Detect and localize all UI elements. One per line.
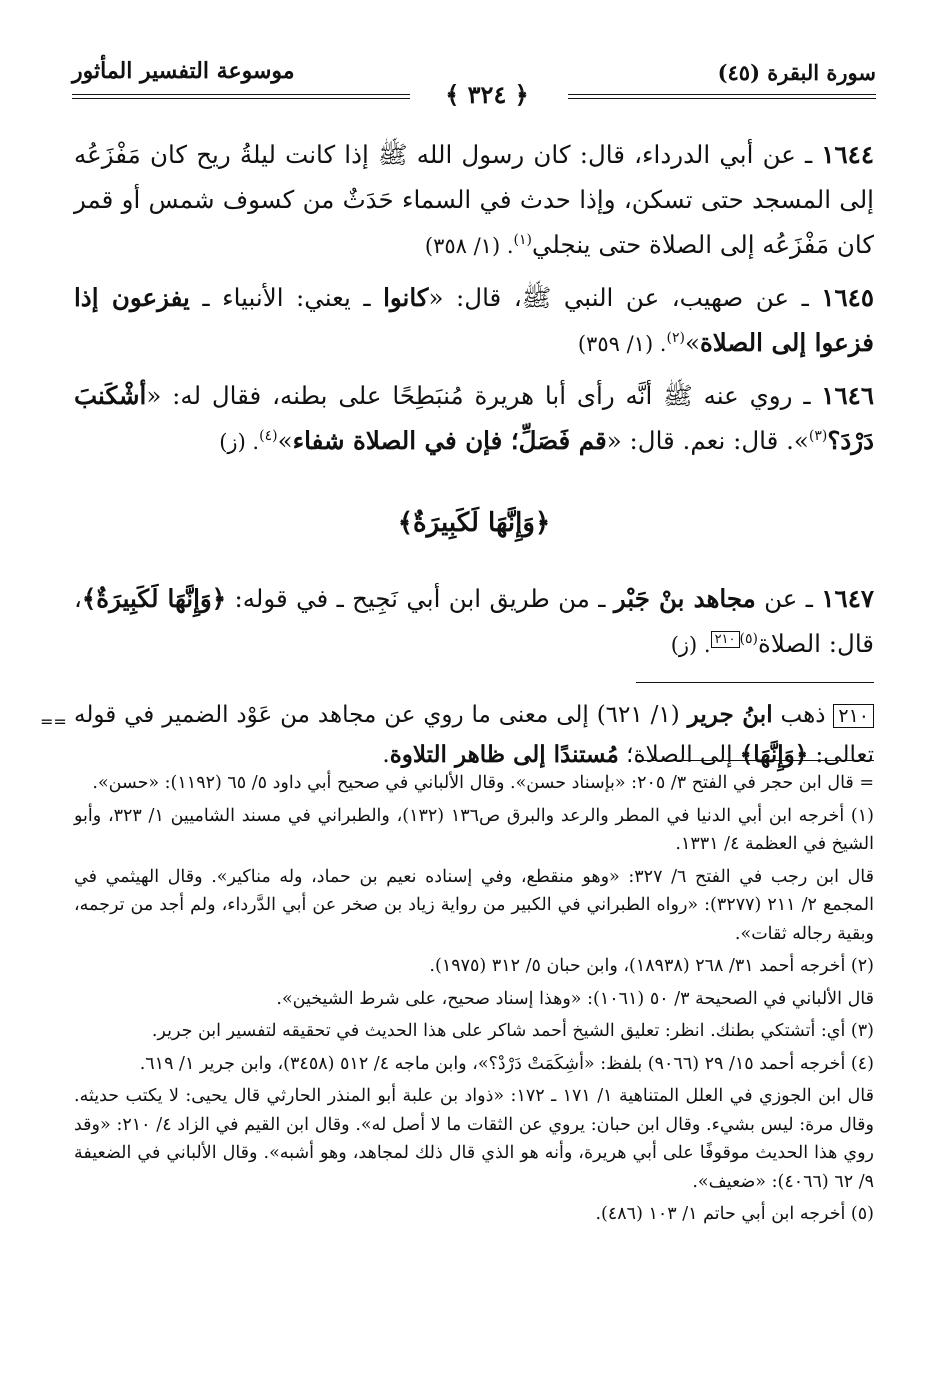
footnotes-divider xyxy=(636,760,874,761)
footnotes xyxy=(74,760,874,1233)
footnote: (١) أخرجه ابن أبي الدنيا في المطر والرعد والبرق ص١٣٦ (١٣٢)، والطبراني في مسند الشاميين ١/ ٣٢٣، وأبو الشيخ في العظمة ٤/ ١٣٣١. xyxy=(74,805,874,854)
page-header xyxy=(72,52,876,112)
hadith-1646 xyxy=(74,373,874,465)
volume-reference: . (ز) xyxy=(670,633,711,657)
footnote: = قال ابن حجر في الفتح ٣/ ٢٠٥: «بإسناد حسن». وقال الألباني في صحيح أبي داود ٥/ ٦٥ (١١٩٢): «حسن». xyxy=(92,773,874,793)
scholar-name: ابنُ جرير xyxy=(687,701,773,728)
hadith-quote: أشْكَنبَ دَرْدَ؟ xyxy=(74,381,874,455)
hadith-text: » xyxy=(277,426,293,455)
commentary-marker[interactable]: ٢١٠ xyxy=(711,631,740,648)
volume-reference: . (١/ ٣٥٨) xyxy=(424,234,514,258)
page-number: ﴿ ٣٢٤ ﴾ xyxy=(445,80,529,109)
surah-header: سورة البقرة (٤٥) xyxy=(717,60,876,85)
hadith-quote: كانوا xyxy=(383,283,429,312)
volume-reference: . (ز) xyxy=(219,430,260,454)
hadith-number: ١٦٤٦ xyxy=(821,381,874,410)
hadith-text: ـ عن أبي الدرداء، قال: كان رسول الله ﷺ إذا كانت ليلةُ ريح كان مَفْزَعُه إلى المسجد حتى تسكن، وإذا حدث في السماء حَدَثٌ من كسوف شمس أو قمر كان مَفْزَعُه إلى الصلاة حتى ينجلي xyxy=(74,140,874,259)
commentary-text: إلى الصلاة؛ xyxy=(618,742,740,768)
hadith-text: » xyxy=(684,328,700,357)
book-title: موسوعة التفسير المأثور xyxy=(72,58,295,84)
hadith-text: ، قال: الصلاة xyxy=(74,584,874,658)
commentary-text: (١/ ٦٢١) إلى معنى ما روي عن مجاهد من عَوْد الضمير في قوله تعالى: xyxy=(74,702,874,768)
footnote: (٥) أخرجه ابن أبي حاتم ١/ ١٠٣ (٤٨٦). xyxy=(595,1204,874,1224)
footnote: قال ابن رجب في الفتح ٦/ ٣٢٧: «وهو منقطع، وفي إسناده نعيم بن حماد، وله مناكير». وقال الهيثمي في المجمع ٢/ ٢١١ (٣٢٧٧): «رواه الطبراني في الكبير من رواية زياد بن صخر عن أبي الدَّرداء، ولم أجد من ترجمه، وبقية رجاله ثقات». xyxy=(74,866,875,944)
commentary-number: ٢١٠ xyxy=(833,704,874,728)
hadith-text: ـ عن xyxy=(755,584,822,613)
commentary-divider xyxy=(636,682,874,683)
hadith-number: ١٦٤٧ xyxy=(821,584,875,613)
hadith-text: ـ روي عنه ﷺ أنَّه رأى أبا هريرة مُنبَطِحًا على بطنه، فقال له: « xyxy=(146,381,822,410)
volume-reference: . (١/ ٣٥٩) xyxy=(577,332,667,356)
hadith-quote: يفزعون إذا فزعوا إلى الصلاة xyxy=(74,283,874,357)
hadith-number: ١٦٤٥ xyxy=(821,283,874,312)
verse-heading: ﴿وَإِنَّهَا لَكَبِيرَةٌ﴾ xyxy=(397,508,551,538)
hadith-text: ـ عن صهيب، عن النبي ﷺ، قال: « xyxy=(428,283,822,312)
verse-quote: ﴿وَإِنَّهَا﴾ xyxy=(739,741,809,768)
hadith-text: ـ من طريق ابن أبي نَجِيح ـ في قوله: xyxy=(226,584,614,613)
commentary-emphasis: مُستندًا إلى ظاهر التلاوة xyxy=(389,741,619,768)
footnote: قال ابن الجوزي في العلل المتناهية ١/ ١٧١ ـ ١٧٢: «ذواد بن علبة أبو المنذر الحارثي قال يحيى: لا يكتب حديثه. وقال مرة: ليس بشيء. وقال ابن حبان: يروي عن الثقات ما لا أصل له». وقال ابن القيم في الزاد ٤/ ٢١٠: «وقد روي هذا الحديث موقوفًا على أبي هريرة، وأنه هو الذي قال ذلك لمجاهد، وهو أشبه». وقال الألباني في الضعيفة ٩/ ٦٢ (٤٠٦٦): «ضعيف». xyxy=(74,1086,874,1192)
commentary-text: . xyxy=(382,742,390,768)
hadith-1645 xyxy=(74,275,874,367)
footnote-marker[interactable]: (٤) xyxy=(259,427,278,444)
hadith-1647 xyxy=(74,576,874,668)
footnote-marker[interactable]: (١) xyxy=(513,231,532,248)
hadith-1644 xyxy=(74,132,874,269)
footnote-marker[interactable]: (٣) xyxy=(808,427,828,444)
footnote: قال الألباني في الصحيحة ٣/ ٥٠ (١٠٦١): «وهذا إسناد صحيح، على شرط الشيخين». xyxy=(276,988,874,1009)
hadith-quote: قم فَصَلِّ؛ فإن في الصلاة شفاء xyxy=(292,426,607,455)
hadith-text: ». قال: نعم. قال: « xyxy=(606,426,809,455)
verse-quote: ﴿وَإِنَّهَا لَكَبِيرَةٌ﴾ xyxy=(81,584,227,613)
footnote-marker[interactable]: (٢) xyxy=(666,329,685,346)
footnote-marker[interactable]: (٥) xyxy=(739,630,758,647)
footnote: (٤) أخرجه أحمد ١٥/ ٢٩ (٩٠٦٦) بلفظ: «أشِكَمَتْ دَرْدْ؟»، وابن ماجه ٤/ ٥١٢ (٣٤٥٨)، وابن جرير ١/ ٦١٩. xyxy=(139,1053,874,1074)
footnote: (٣) أي: أتشتكي بطنك. انظر: تعليق الشيخ أحمد شاكر على هذا الحديث في تحقيقه لتفسير ابن جرير. xyxy=(151,1021,874,1041)
hadith-text: ـ يعني: الأنبياء ـ xyxy=(189,283,384,312)
hadith-number: ١٦٤٤ xyxy=(821,140,874,169)
main-text xyxy=(74,132,874,781)
header-rule-left xyxy=(72,94,410,99)
continuation-mark: == xyxy=(40,712,67,731)
commentary-text: ذهب xyxy=(772,702,834,728)
footnote: (٢) أخرجه أحمد ٣١/ ٢٦٨ (١٨٩٣٨)، وابن حبان ٥/ ٣١٢ (١٩٧٥). xyxy=(429,956,874,976)
header-rule-right xyxy=(568,94,876,99)
narrator-name: مجاهد بنْ جَبْر xyxy=(613,584,756,613)
